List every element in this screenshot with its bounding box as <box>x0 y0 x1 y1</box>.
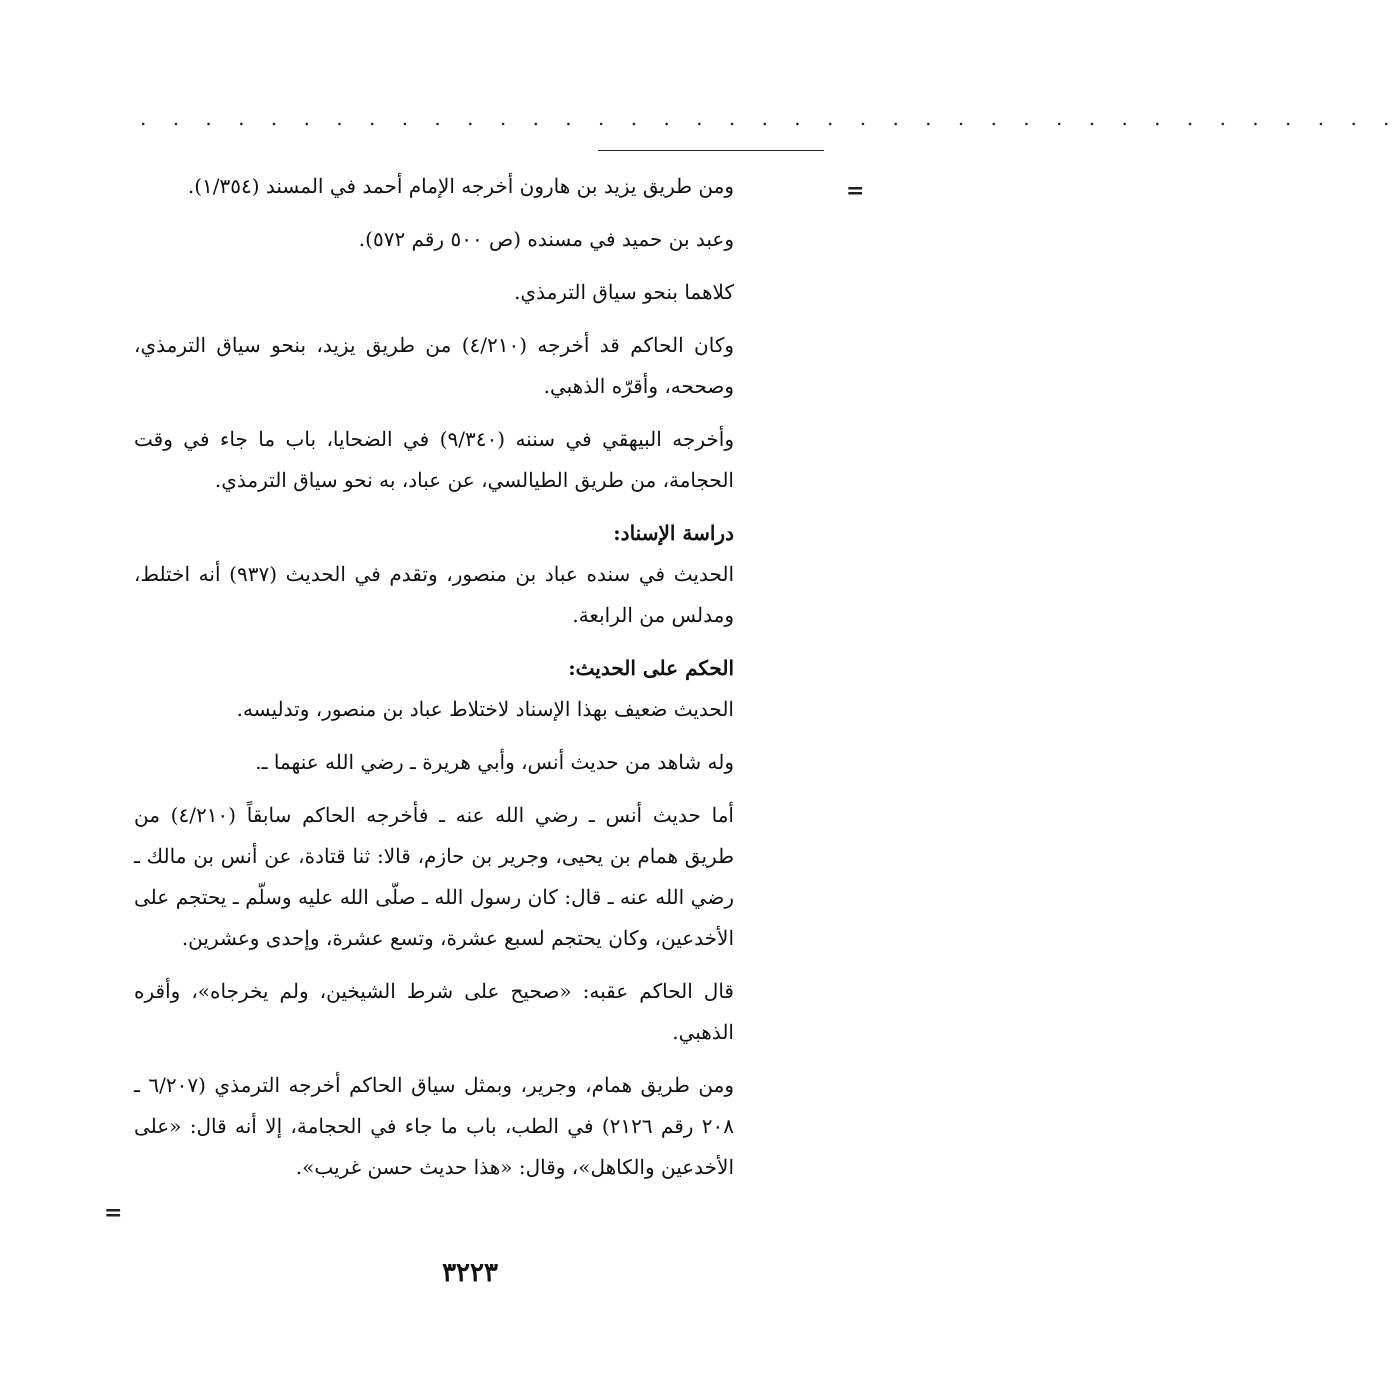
paragraph: ومن طريق همام، وجرير، وبمثل سياق الحاكم أخرجه الترمذي (٦/٢٠٧ ـ ٢٠٨ رقم ٢١٢٦) في الطب، باب ما جاء في الحجامة، إلا أنه قال: «على الأخدعين والكاهل»، وقال: «هذا حديث حسن غريب». <box>134 1073 734 1179</box>
footnote-separator-rule <box>598 150 824 151</box>
paragraph: وعبد بن حميد في مسنده (ص ٥٠٠ رقم ٥٧٢). <box>358 227 734 251</box>
section-heading-ruling: الحكم على الحديث: <box>568 656 734 680</box>
paragraph: وله شاهد من حديث أنس، وأبي هريرة ـ رضي الله عنهما ـ. <box>255 750 734 774</box>
page-number: ٣٢٢٣ <box>442 1258 498 1288</box>
ruling-text: الحديث ضعيف بهذا الإسناد لاختلاط عباد بن منصور، وتدليسه. <box>236 697 734 721</box>
page-body <box>134 166 734 1188</box>
isnad-study-text: الحديث في سنده عباد بن منصور، وتقدم في الحديث (٩٣٧) أنه اختلط، ومدلس من الرابعة. <box>134 562 735 627</box>
paragraph: قال الحاكم عقبه: «صحيح على شرط الشيخين، ولم يخرجاه»، وأقره الذهبي. <box>134 979 734 1044</box>
section-heading-isnad-study: دراسة الإسناد: <box>613 521 734 545</box>
paragraph: وأخرجه البيهقي في سننه (٩/٣٤٠) في الضحايا، باب ما جاء في وقت الحجامة، من طريق الطيالسي، عن عباد، به نحو سياق الترمذي. <box>134 427 734 492</box>
paragraph: وكان الحاكم قد أخرجه (٤/٢١٠) من طريق يزيد، بنحو سياق الترمذي، وصححه، وأقرّه الذهبي. <box>134 333 734 398</box>
continuation-marker-top: = <box>846 178 865 204</box>
paragraph: ومن طريق يزيد بن هارون أخرجه الإمام أحمد في المسند (١/٣٥٤). <box>187 174 734 198</box>
continuation-marker-bottom: = <box>104 1200 123 1226</box>
paragraph: كلاهما بنحو سياق الترمذي. <box>514 280 734 304</box>
header-dotted-line: . . . . . . . . . . . . . . . . . . . . . . . . . . . . . . . . . . . . . . . <box>140 106 1400 130</box>
paragraph: أما حديث أنس ـ رضي الله عنه ـ فأخرجه الحاكم سابقاً (٤/٢١٠) من طريق همام بن يحيى، وجرير بن حازم، قالا: ثنا قتادة، عن أنس بن مالك ـ رضي الله عنه ـ قال: كان رسول الله ـ صلّى الله عليه وسلّم ـ يحتجم على الأخدعين، وكان يحتجم لسبع عشرة، وتسع عشرة، وإحدى وعشرين. <box>134 803 735 950</box>
